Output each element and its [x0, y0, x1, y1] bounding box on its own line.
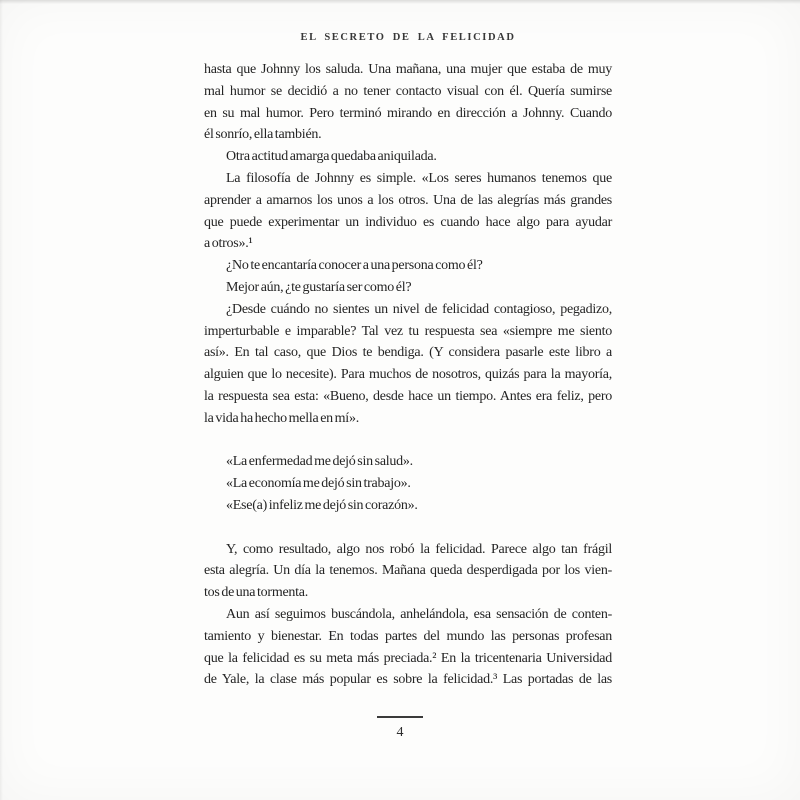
- text-line: él sonrío, ella también.: [204, 127, 322, 143]
- text-line: «La enfermedad me dejó sin salud».: [226, 454, 413, 470]
- text-line: a otros».¹: [204, 236, 253, 252]
- text-line: así». En tal caso, que Dios te bendiga. (Y considera pasarle este libro a: [204, 345, 612, 361]
- text-line: Y, como resultado, algo nos robó la felicidad. Parece algo tan frágil: [226, 541, 612, 557]
- text-line: mal humor se decidió a no tener contacto visual con él. Quería sumirse: [204, 83, 612, 99]
- text-line: Mejor aún, ¿te gustaría ser como él?: [226, 279, 412, 295]
- text-line: Otra actitud amarga quedaba aniquilada.: [226, 149, 437, 165]
- text-line: la respuesta sea esta: «Bueno, desde hace un tiempo. Antes era feliz, pero: [204, 388, 612, 404]
- text-line: «Ese(a) infeliz me dejó sin corazón».: [226, 497, 418, 513]
- text-line: tos de una tormenta.: [204, 585, 309, 601]
- text-line: ¿Desde cuándo no sientes un nivel de felicidad contagioso, pegadizo,: [226, 301, 612, 317]
- text-line: La filosofía de Johnny es simple. «Los seres humanos tenemos que: [226, 170, 612, 186]
- text-line: que puede experimentar un individuo es cuando hace algo para ayudar: [204, 214, 612, 230]
- text-line: de Yale, la clase más popular es sobre la felicidad.³ Las portadas de las: [204, 672, 612, 688]
- text-line: la vida ha hecho mella en mí».: [204, 410, 359, 426]
- text-line: tamiento y bienestar. En todas partes del mundo las personas profesan: [204, 628, 612, 644]
- body-text: [204, 59, 612, 691]
- text-line: en su mal humor. Pero terminó mirando en dirección a Johnny. Cuando: [204, 105, 612, 121]
- text-line: hasta que Johnny los saluda. Una mañana, una mujer que estaba de muy: [204, 62, 612, 77]
- running-head: EL SECRETO DE LA FELICIDAD: [300, 32, 516, 43]
- blank-line: [204, 430, 612, 452]
- scan-edge-artifact-left: [0, 0, 3, 800]
- text-line: Aun así seguimos buscándola, anhelándola, esa sensación de conten-: [226, 606, 612, 622]
- text-line: imperturbable e imparable? Tal vez tu respuesta sea «siempre me siento: [204, 323, 612, 339]
- text-line: aprender a amarnos los unos a los otros. Una de las alegrías más grandes: [204, 192, 612, 208]
- text-line: que la felicidad es su meta más preciada.² En la tricentenaria Universidad: [204, 650, 612, 666]
- text-line: «La economía me dejó sin trabajo».: [226, 476, 411, 492]
- page-number: 4: [396, 725, 404, 740]
- text-line: ¿No te encantaría conocer a una persona como él?: [226, 258, 483, 274]
- blank-line: [204, 517, 612, 539]
- text-line: esta alegría. Un día la tenemos. Mañana queda desperdigada por los vien-: [204, 563, 612, 579]
- footnote-divider: [377, 716, 423, 718]
- scan-edge-artifact-top: [0, 0, 800, 4]
- text-line: alguien que lo necesite). Para muchos de nosotros, quizás para la mayoría,: [204, 367, 612, 383]
